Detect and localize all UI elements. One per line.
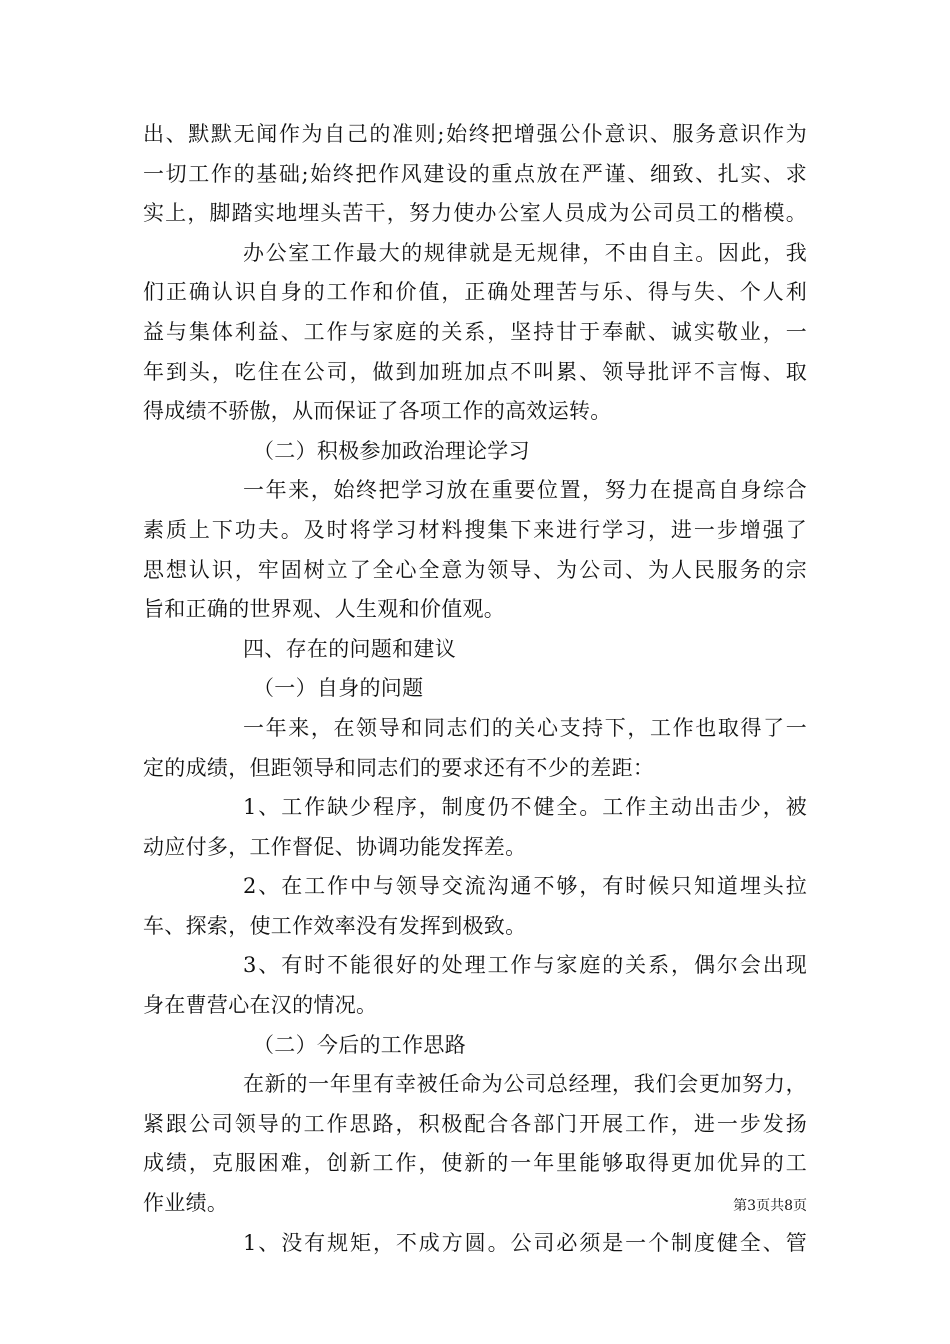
page-number: 第3页共8页 <box>733 1198 807 1214</box>
text-line: 一切工作的基础;始终把作风建设的重点放在严谨、细致、扎实、求 <box>143 161 807 186</box>
text-line: 益与集体利益、工作与家庭的关系，坚持甘于奉献、诚实敬业，一 <box>143 319 807 344</box>
text-line: 1、工作缺少程序，制度仍不健全。工作主动出击少，被 <box>243 795 807 820</box>
text-line: 素质上下功夫。及时将学习材料搜集下来进行学习，进一步增强了 <box>143 517 807 542</box>
text-line: 一年来，始终把学习放在重要位置，努力在提高自身综合 <box>243 478 807 503</box>
text-line: 一年来，在领导和同志们的关心支持下，工作也取得了一 <box>243 715 807 740</box>
text-line: 定的成绩，但距领导和同志们的要求还有不少的差距： <box>143 755 655 780</box>
text-line: 出、默默无闻作为自己的准则;始终把增强公仆意识、服务意识作为 <box>143 122 807 146</box>
text-line: 紧跟公司领导的工作思路，积极配合各部门开展工作，进一步发扬 <box>143 1111 807 1136</box>
text-line: 年到头，吃住在公司，做到加班加点不叫累、领导批评不言悔、取 <box>143 359 807 384</box>
text-line: 在新的一年里有幸被任命为公司总经理，我们会更加努力， <box>243 1072 807 1097</box>
text-line: 成绩，克服困难，创新工作，使新的一年里能够取得更加优异的工 <box>143 1151 807 1176</box>
text-line: 办公室工作最大的规律就是无规律，不由自主。因此，我 <box>243 240 807 265</box>
text-line: 身在曹营心在汉的情况。 <box>143 993 378 1018</box>
text-line: 思想认识，牢固树立了全心全意为领导、为公司、为人民服务的宗 <box>143 557 807 582</box>
text-line: （二）积极参加政治理论学习 <box>253 438 530 463</box>
text-line: 得成绩不骄傲，从而保证了各项工作的高效运转。 <box>143 399 612 424</box>
text-line: 四、存在的问题和建议 <box>243 636 456 661</box>
text-line: 动应付多，工作督促、协调功能发挥差。 <box>143 834 527 859</box>
text-line: 车、探索，使工作效率没有发挥到极致。 <box>143 913 527 938</box>
text-line: （一）自身的问题 <box>253 676 424 701</box>
text-line: 作业绩。 <box>143 1191 229 1216</box>
text-line: 2、在工作中与领导交流沟通不够，有时候只知道埋头拉 <box>243 874 807 899</box>
text-line: （二）今后的工作思路 <box>253 1032 466 1057</box>
text-line: 3、有时不能很好的处理工作与家庭的关系，偶尔会出现 <box>243 953 807 978</box>
text-line: 旨和正确的世界观、人生观和价值观。 <box>143 597 506 622</box>
text-line: 实上，脚踏实地埋头苦干，努力使办公室人员成为公司员工的楷模。 <box>143 201 807 226</box>
text-line: 们正确认识自身的工作和价值，正确处理苦与乐、得与失、个人利 <box>143 280 807 305</box>
text-line: 1、没有规矩，不成方圆。公司必须是一个制度健全、管 <box>243 1230 807 1255</box>
document-body <box>143 115 807 1263</box>
